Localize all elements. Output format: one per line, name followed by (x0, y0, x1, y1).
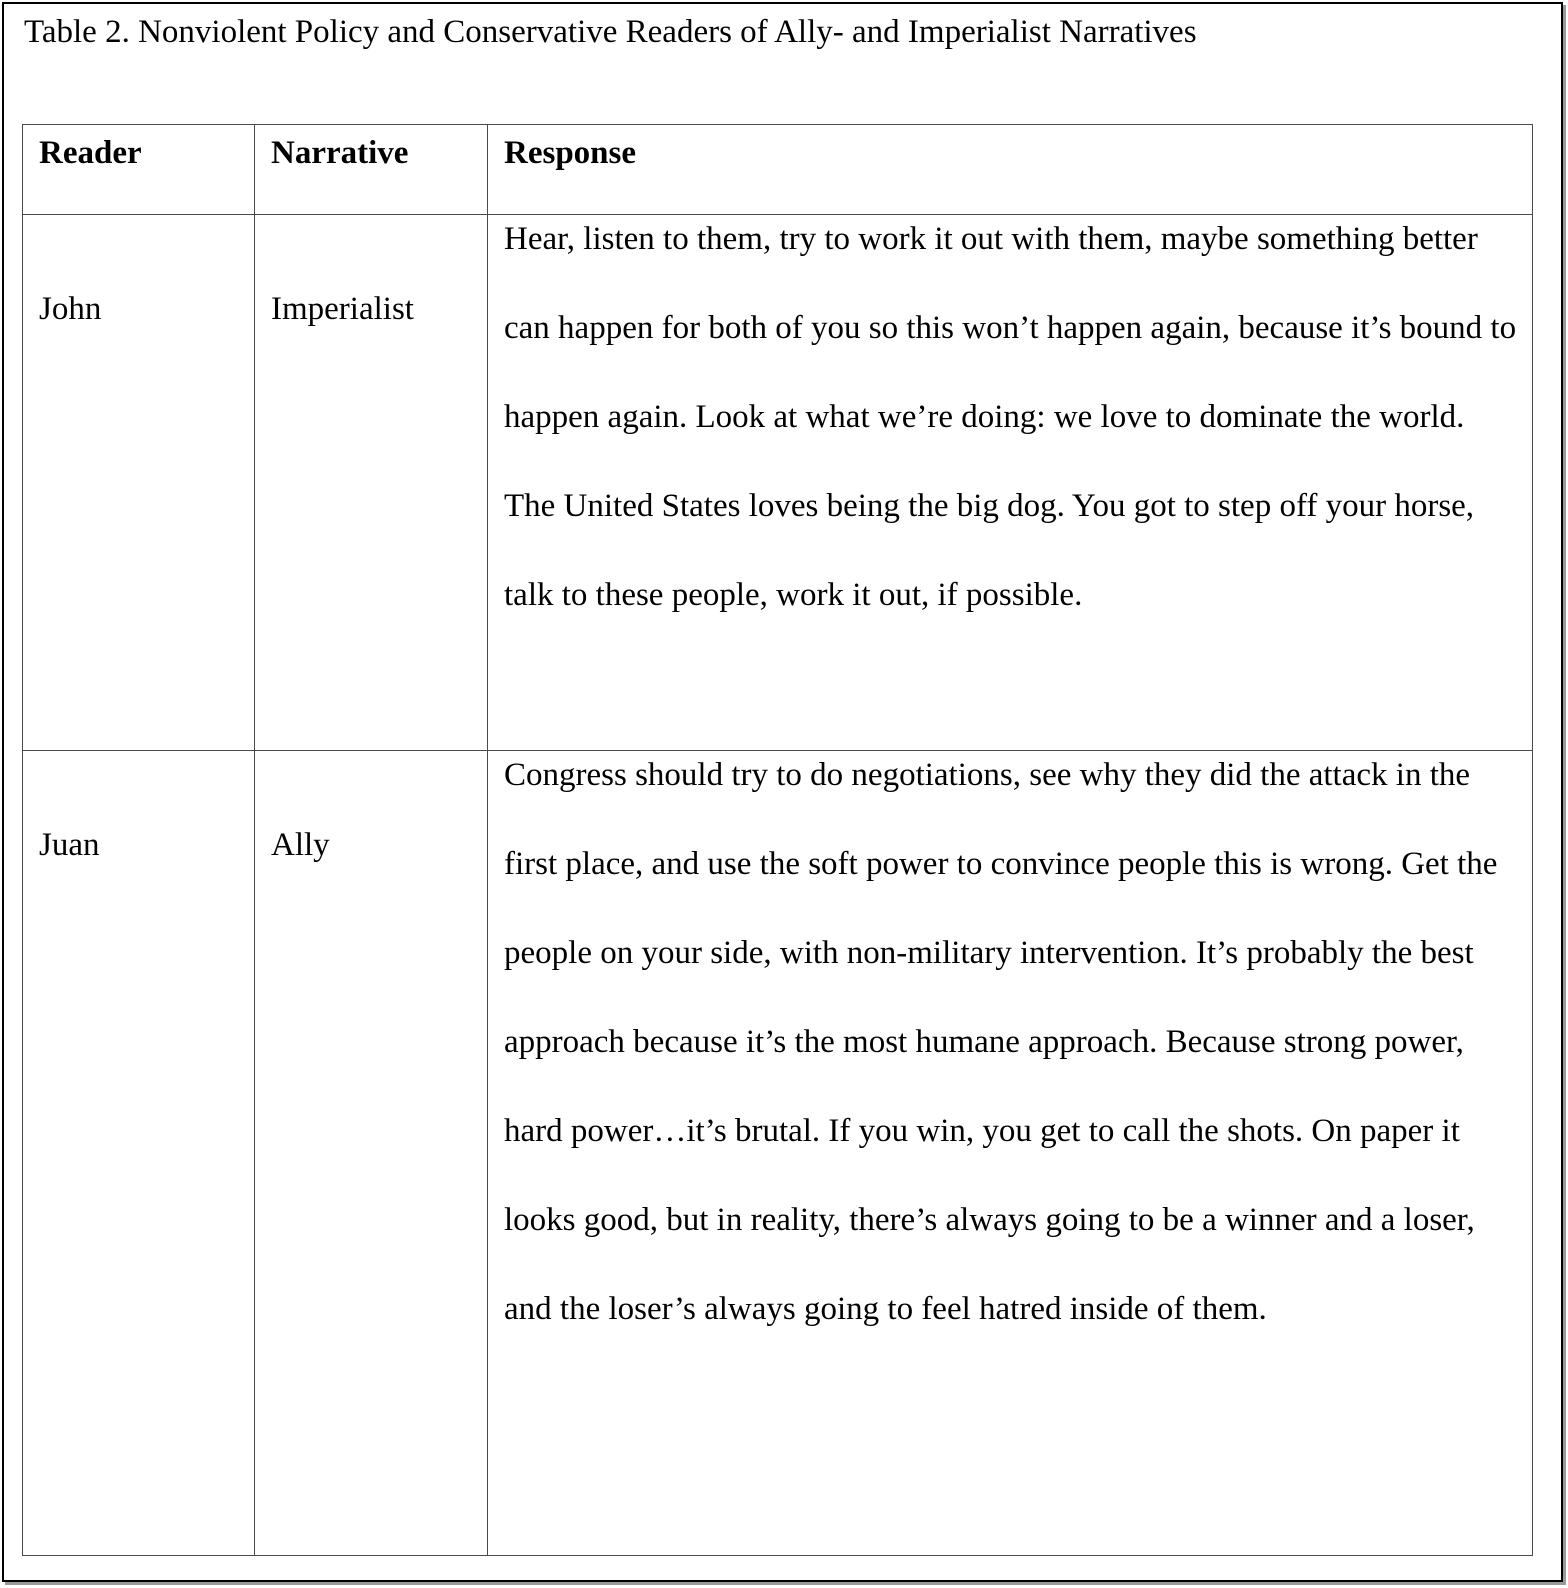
table-row (23, 751, 1533, 1556)
header-reader: Reader (23, 125, 255, 215)
header-response: Response (488, 125, 1533, 215)
document-frame (2, 2, 1563, 1582)
narrative-cell: Ally (255, 751, 488, 1556)
response-text: Hear, listen to them, try to work it out with them, maybe something better can happen for both of you so this won’t happen again, because it’s bound to happen again. Look at what we’re doing: we love to dominate the world. The United States loves being the big dog. You got to step off your horse, talk to these people, work it out, if possible. (504, 221, 1517, 613)
reader-cell: John (23, 215, 255, 751)
response-cell (488, 215, 1533, 751)
table-row (23, 215, 1533, 751)
responses-table (22, 124, 1533, 1556)
reader-cell: Juan (23, 751, 255, 1556)
table-caption: Table 2. Nonviolent Policy and Conservative Readers of Ally- and Imperialist Narratives (24, 14, 1197, 50)
narrative-cell: Imperialist (255, 215, 488, 751)
response-cell (488, 751, 1533, 1556)
header-narrative: Narrative (255, 125, 488, 215)
response-text: Congress should try to do negotiations, see why they did the attack in the first place, and use the soft power to convince people this is wrong. Get the people on your side, with non-military intervention. It’s probably the best approach because it’s the most humane approach. Because strong power, hard power…it’s brutal. If you win, you get to call the shots. On paper it looks good, but in reality, there’s always going to be a winner and a loser, and the loser’s always going to feel hatred inside of them. (504, 757, 1498, 1327)
